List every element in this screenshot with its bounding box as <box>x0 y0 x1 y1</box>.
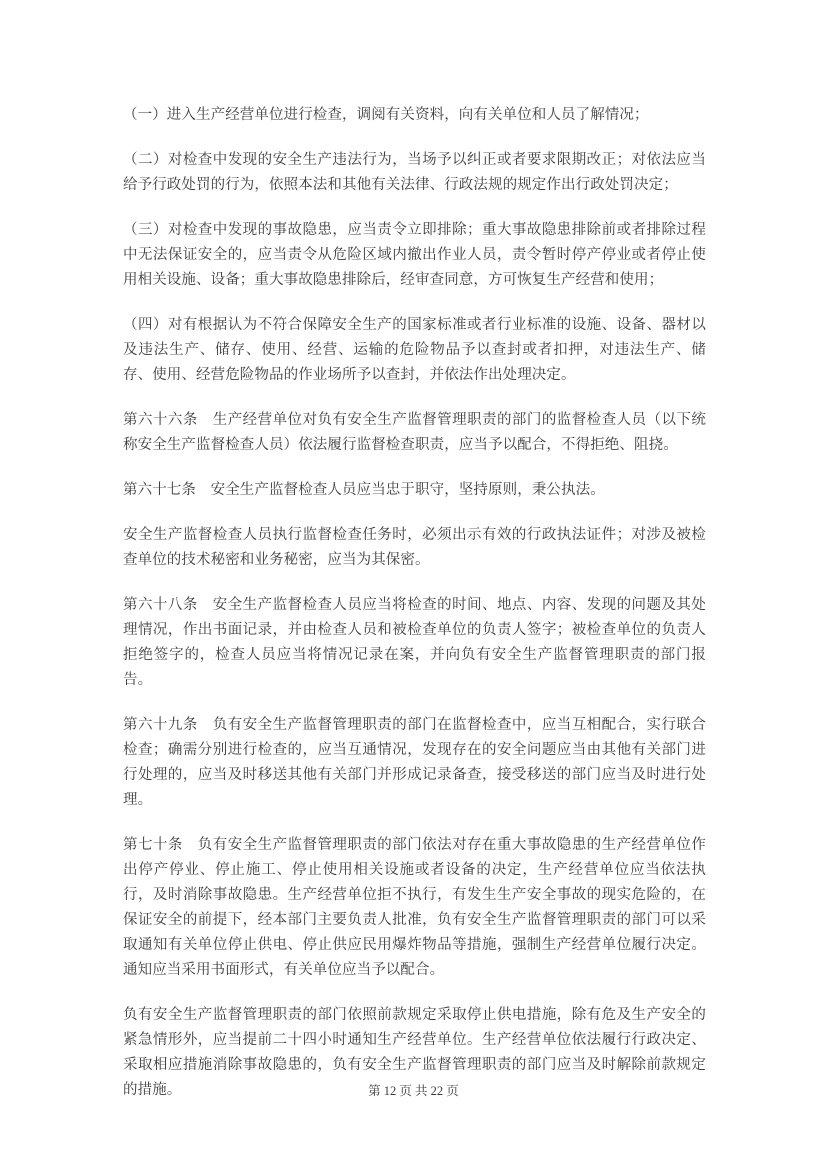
paragraph-article-68: 第六十八条 安全生产监督检查人员应当将检查的时间、地点、内容、发现的问题及其处理情况，作出书面记录，并由检查人员和被检查单位的负责人签字；被检查单位的负责人拒绝签字的，检查人员应当将情况记录在案，并向负有安全生产监督管理职责的部门报告。 <box>123 597 706 688</box>
paragraph-article-69: 第六十九条 负有安全生产监督管理职责的部门在监督检查中，应当互相配合，实行联合检查；确需分别进行检查的，应当互通情况，发现存在的安全问题应当由其他有关部门进行处理的，应当及时移送其他有关部门并形成记录备查，接受移送的部门应当及时进行处理。 <box>123 717 706 808</box>
paragraph-list-item-2: （二）对检查中发现的安全生产违法行为，当场予以纠正或者要求限期改正；对依法应当给予行政处罚的行为，依照本法和其他有关法律、行政法规的规定作出行政处罚决定； <box>123 152 706 193</box>
document-body <box>123 103 706 1123</box>
paragraph-article-67-2: 安全生产监督检查人员执行监督检查任务时，必须出示有效的行政执法证件；对涉及被检查单位的技术秘密和业务秘密，应当为其保密。 <box>123 527 706 568</box>
paragraph-list-item-4: （四）对有根据认为不符合保障安全生产的国家标准或者行业标准的设施、设备、器材以及违法生产、储存、使用、经营、运输的危险物品予以查封或者扣押，对违法生产、储存、使用、经营危险物品的作业场所予以查封，并依法作出处理决定。 <box>123 317 706 383</box>
paragraph-article-66: 第六十六条 生产经营单位对负有安全生产监督管理职责的部门的监督检查人员（以下统称安全生产监督检查人员）依法履行监督检查职责，应当予以配合，不得拒绝、阻挠。 <box>123 412 706 453</box>
paragraph-article-67: 第六十七条 安全生产监督检查人员应当忠于职守，坚持原则，秉公执法。 <box>123 482 605 498</box>
paragraph-article-70: 第七十条 负有安全生产监督管理职责的部门依法对存在重大事故隐患的生产经营单位作出停产停业、停止施工、停止使用相关设施或者设备的决定，生产经营单位应当依法执行，及时消除事故隐患。生产经营单位拒不执行，有发生生产安全事故的现实危险的，在保证安全的前提下，经本部门主要负责人批准，负有安全生产监督管理职责的部门可以采取通知有关单位停止供电、停止供应民用爆炸物品等措施，强制生产经营单位履行决定。通知应当采用书面形式，有关单位应当予以配合。 <box>123 837 706 978</box>
paragraph-list-item-1: （一）进入生产经营单位进行检查，调阅有关资料，向有关单位和人员了解情况； <box>123 107 649 123</box>
page-number-label: 第 12 页 共 22 页 <box>368 1084 459 1098</box>
page-footer <box>0 1083 827 1099</box>
paragraph-article-70-2: 负有安全生产监督管理职责的部门依照前款规定采取停止供电措施，除有危及生产安全的紧急情形外，应当提前二十四小时通知生产经营单位。生产经营单位依法履行行政决定、采取相应措施消除事故隐患的，负有安全生产监督管理职责的部门应当及时解除前款规定的措施。 <box>123 1007 706 1098</box>
paragraph-list-item-3: （三）对检查中发现的事故隐患，应当责令立即排除；重大事故隐患排除前或者排除过程中无法保证安全的，应当责令从危险区域内撤出作业人员，责令暂时停产停业或者停止使用相关设施、设备；重大事故隐患排除后，经审查同意，方可恢复生产经营和使用； <box>123 222 706 288</box>
